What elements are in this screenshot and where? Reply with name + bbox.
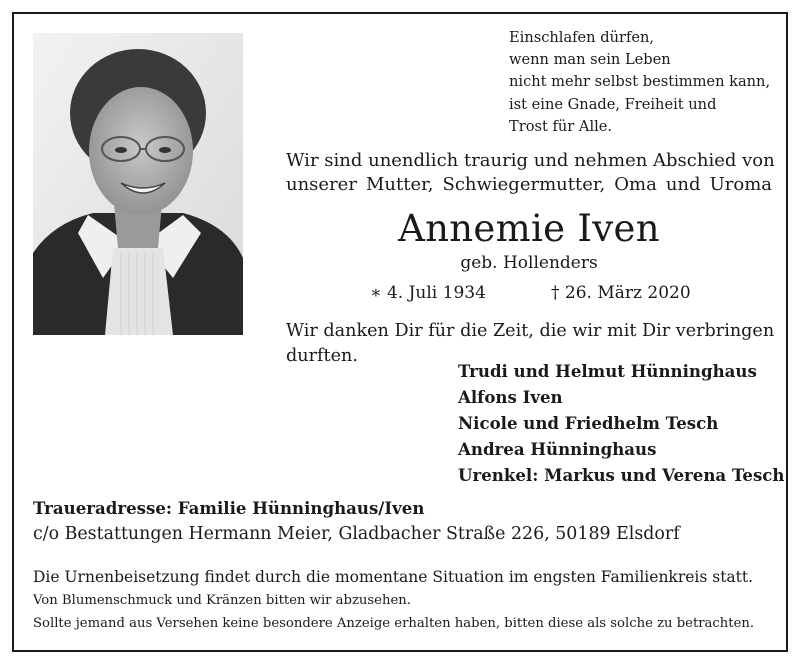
family-member: Alfons Iven (458, 387, 563, 407)
intro-line: Wir sind unendlich traurig und nehmen Abschied von (286, 150, 775, 171)
poem-line: Einschlafen dürfen, (509, 29, 655, 46)
poem (509, 27, 770, 138)
poem-line: nicht mehr selbst bestimmen kann, (509, 73, 771, 91)
burial-note: Die Urnenbeisetzung findet durch die momentane Situation im engsten Familienkreis statt. (33, 568, 754, 586)
mourning-address-title: Traueradresse: Familie Hünninghaus/Iven (33, 498, 425, 518)
poem-line: ist eine Gnade, Freiheit und (509, 95, 717, 113)
poem-line: Trost für Alle. (509, 117, 613, 135)
deceased-name: Annemie Iven (398, 207, 660, 250)
birth-name: geb. Hollenders (460, 253, 598, 273)
flowers-note: Von Blumenschmuck und Kränzen bitten wir abzusehen. (33, 593, 411, 608)
death-date: † 26. März 2020 (551, 283, 691, 303)
family-member: Nicole und Friedhelm Tesch (458, 413, 719, 433)
thanks-line: durften. (286, 346, 358, 366)
family-member: Andrea Hünninghaus (458, 439, 657, 459)
family-member: Urenkel: Markus und Verena Tesch (458, 465, 785, 485)
thanks-line: Wir danken Dir für die Zeit, die wir mit Dir verbringen (286, 321, 775, 341)
family-signatures (458, 358, 784, 488)
birth-date: ∗ 4. Juli 1934 (370, 283, 486, 303)
portrait-photo (33, 33, 243, 335)
family-member: Trudi und Helmut Hünninghaus (458, 361, 757, 381)
notice-note: Sollte jemand aus Versehen keine besondere Anzeige erhalten haben, bitten diese als solche zu betrachten. (33, 616, 755, 631)
intro-line: unserer Mutter, Schwiegermutter, Oma und Uroma (286, 174, 772, 195)
farewell-intro (286, 149, 775, 197)
poem-line: wenn man sein Leben (509, 51, 671, 69)
mourning-address: c/o Bestattungen Hermann Meier, Gladbacher Straße 226, 50189 Elsdorf (33, 524, 680, 544)
